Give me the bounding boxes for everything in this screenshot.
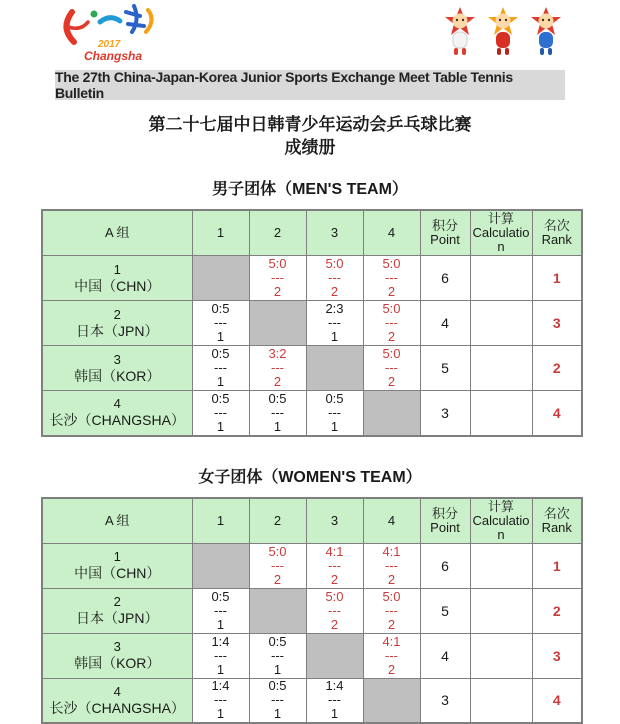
match-games: 2: [387, 374, 396, 389]
calculation-header-cell: [470, 498, 532, 544]
match-separator: ---: [385, 557, 398, 573]
logo-city-text: Changsha: [84, 49, 143, 63]
match-separator: ---: [271, 270, 284, 285]
team-number: 2: [113, 594, 121, 609]
match-cell: [306, 391, 363, 436]
point-header-en: Point: [430, 232, 460, 247]
match-score: 4:1: [382, 543, 401, 559]
self-cell: [192, 256, 249, 301]
point-header-cell: [420, 210, 470, 256]
match-score: 5:0: [325, 588, 344, 604]
document-title: [0, 113, 620, 159]
col-header-1: 1: [192, 498, 249, 544]
match-separator: ---: [214, 602, 227, 618]
point-cell: 5: [420, 588, 470, 633]
calculation-cell: [470, 391, 532, 436]
bulletin-banner: The 27th China-Japan-Korea Junior Sports Exchange Meet Table Tennis Bulletin: [55, 70, 565, 100]
match-score: 5:0: [268, 543, 287, 559]
point-cell: 4: [420, 633, 470, 678]
calculation-header-zh: 计算: [487, 498, 514, 514]
team-name: 中国（CHN）: [74, 277, 161, 294]
table-row: [42, 301, 582, 346]
point-header-zh: 积分: [431, 218, 458, 233]
match-games: 2: [387, 616, 396, 632]
match-score: 5:0: [382, 346, 401, 361]
logo-year-text: 2017: [98, 39, 121, 50]
self-cell: [249, 588, 306, 633]
match-separator: ---: [214, 692, 227, 708]
match-games: 1: [273, 418, 282, 434]
match-cell: [192, 301, 249, 346]
match-games: 1: [216, 374, 225, 389]
document-title-line1: 第二十七届中日韩青少年运动会乒乓球比赛: [148, 115, 472, 134]
col-header-1: 1: [192, 210, 249, 256]
match-separator: ---: [214, 404, 227, 420]
match-separator: ---: [385, 602, 398, 618]
match-games: 2: [387, 329, 396, 344]
match-games: 2: [273, 284, 282, 299]
match-games: 1: [216, 706, 225, 722]
team-name: 韩国（KOR）: [74, 367, 161, 384]
self-cell: [249, 301, 306, 346]
table-row: [42, 391, 582, 436]
document-title-line2: 成绩册: [284, 138, 336, 157]
rank-cell: 1: [532, 256, 582, 301]
rank-cell: 4: [532, 678, 582, 723]
calculation-cell: [470, 678, 532, 723]
point-cell: 5: [420, 346, 470, 391]
match-cell: [192, 633, 249, 678]
match-cell: [192, 588, 249, 633]
self-cell: [363, 678, 420, 723]
col-header-4: 4: [363, 210, 420, 256]
match-cell: [363, 633, 420, 678]
team-number: 4: [113, 683, 121, 699]
match-games: 1: [330, 706, 339, 722]
rank-header-cell: [532, 498, 582, 544]
match-separator: ---: [385, 360, 398, 375]
match-games: 1: [216, 661, 225, 677]
team-cell: [42, 678, 192, 723]
match-separator: ---: [214, 360, 227, 375]
col-header-2: 2: [249, 210, 306, 256]
match-separator: ---: [385, 270, 398, 285]
match-cell: [249, 543, 306, 588]
match-cell: [306, 588, 363, 633]
match-games: 1: [330, 329, 339, 344]
match-score: 2:3: [325, 301, 344, 316]
match-games: 1: [216, 418, 225, 434]
calculation-cell: [470, 543, 532, 588]
calculation-cell: [470, 633, 532, 678]
point-header-zh: 积分: [431, 505, 458, 521]
match-cell: [192, 391, 249, 436]
team-name: 韩国（KOR）: [74, 655, 161, 671]
match-separator: ---: [328, 404, 341, 420]
team-cell: [42, 256, 192, 301]
match-score: 0:5: [325, 390, 344, 406]
match-separator: ---: [271, 360, 284, 375]
rank-cell: 3: [532, 633, 582, 678]
table-row: [42, 633, 582, 678]
calculation-cell: [470, 346, 532, 391]
mascot-red-icon: [485, 6, 521, 58]
self-cell: [306, 346, 363, 391]
match-separator: ---: [271, 647, 284, 663]
team-number: 1: [113, 261, 121, 277]
match-games: 1: [273, 661, 282, 677]
point-cell: 3: [420, 391, 470, 436]
match-games: 2: [330, 284, 339, 299]
point-cell: 4: [420, 301, 470, 346]
table-row: [42, 346, 582, 391]
match-games: 2: [387, 571, 396, 587]
match-score: 3:2: [268, 346, 287, 361]
match-cell: [363, 543, 420, 588]
match-cell: [249, 346, 306, 391]
team-name: 长沙（CHANGSHA）: [49, 412, 185, 429]
calculation-header-cell: [470, 210, 532, 256]
rank-cell: 2: [532, 588, 582, 633]
match-separator: ---: [271, 404, 284, 420]
rank-cell: 2: [532, 346, 582, 391]
calculation-cell: [470, 588, 532, 633]
match-games: 1: [273, 706, 282, 722]
self-cell: [363, 391, 420, 436]
team-number: 4: [113, 396, 121, 412]
match-separator: ---: [328, 270, 341, 285]
group-header-cell: A 组: [42, 498, 192, 544]
team-number: 1: [113, 549, 121, 564]
calculation-header-en: Calculation: [472, 512, 530, 542]
match-games: 1: [216, 329, 225, 344]
match-cell: [306, 543, 363, 588]
match-separator: ---: [271, 557, 284, 573]
match-separator: ---: [328, 602, 341, 618]
match-games: 1: [330, 418, 339, 434]
match-score: 5:0: [382, 256, 401, 271]
team-name: 日本（JPN）: [76, 322, 159, 339]
womens-team-heading: 女子团体（WOMEN'S TEAM）: [198, 468, 422, 486]
point-cell: 3: [420, 678, 470, 723]
team-cell: [42, 543, 192, 588]
match-cell: [363, 346, 420, 391]
match-score: 0:5: [211, 301, 230, 316]
match-score: 4:1: [382, 633, 401, 649]
mascots: [442, 6, 564, 58]
match-score: 5:0: [382, 588, 401, 604]
calculation-cell: [470, 301, 532, 346]
page-header: [0, 0, 620, 66]
group-header-cell: A 组: [42, 210, 192, 256]
calculation-header-en: Calculation: [472, 225, 530, 254]
match-score: 5:0: [382, 301, 401, 316]
self-cell: [306, 633, 363, 678]
rank-header-en: Rank: [541, 519, 572, 535]
match-separator: ---: [214, 647, 227, 663]
team-cell: [42, 391, 192, 436]
self-cell: [192, 543, 249, 588]
match-cell: [249, 256, 306, 301]
match-separator: ---: [385, 315, 398, 330]
calculation-header-zh: 计算: [487, 211, 514, 226]
point-header-en: Point: [430, 519, 460, 535]
match-cell: [192, 346, 249, 391]
table-row: [42, 678, 582, 723]
match-separator: ---: [385, 647, 398, 663]
table-header-row: [42, 210, 582, 256]
table-header-row: [42, 498, 582, 544]
match-games: 2: [330, 616, 339, 632]
match-cell: [363, 588, 420, 633]
match-cell: [249, 678, 306, 723]
match-score: 5:0: [268, 256, 287, 271]
match-separator: ---: [214, 315, 227, 330]
point-cell: 6: [420, 256, 470, 301]
team-cell: [42, 633, 192, 678]
mens-team-heading: 男子团体（MEN'S TEAM）: [212, 181, 408, 198]
match-separator: ---: [328, 315, 341, 330]
calculation-cell: [470, 256, 532, 301]
mascot-blue-icon: [528, 6, 564, 58]
match-score: 0:5: [268, 678, 287, 694]
match-cell: [249, 633, 306, 678]
team-cell: [42, 588, 192, 633]
match-score: 1:4: [211, 633, 230, 649]
team-name: 长沙（CHANGSHA）: [49, 699, 185, 716]
match-cell: [192, 678, 249, 723]
match-cell: [306, 301, 363, 346]
match-cell: [306, 256, 363, 301]
match-games: 1: [216, 616, 225, 632]
team-name: 中国（CHN）: [74, 565, 161, 581]
match-games: 2: [387, 661, 396, 677]
rank-cell: 3: [532, 301, 582, 346]
match-cell: [249, 391, 306, 436]
match-games: 2: [273, 571, 282, 587]
point-header-cell: [420, 498, 470, 544]
point-cell: 6: [420, 543, 470, 588]
mens-team-table: [41, 209, 583, 437]
match-separator: ---: [271, 692, 284, 708]
match-games: 2: [330, 571, 339, 587]
match-score: 0:5: [211, 390, 230, 406]
team-number: 3: [113, 351, 121, 367]
match-score: 1:4: [325, 678, 344, 694]
team-number: 3: [113, 639, 121, 654]
table-row: [42, 256, 582, 301]
table-row: [42, 588, 582, 633]
team-cell: [42, 301, 192, 346]
event-logo-icon: [56, 4, 176, 66]
match-score: 0:5: [211, 346, 230, 361]
mascot-white-icon: [442, 6, 478, 58]
col-header-2: 2: [249, 498, 306, 544]
match-score: 1:4: [211, 678, 230, 694]
col-header-3: 3: [306, 498, 363, 544]
womens-team-table: [41, 497, 583, 724]
match-cell: [363, 256, 420, 301]
rank-header-cell: [532, 210, 582, 256]
rank-header-zh: 名次: [543, 218, 570, 233]
match-cell: [306, 678, 363, 723]
col-header-4: 4: [363, 498, 420, 544]
team-number: 2: [113, 306, 121, 322]
match-score: 5:0: [325, 256, 344, 271]
team-cell: [42, 346, 192, 391]
match-score: 0:5: [211, 588, 230, 604]
rank-header-en: Rank: [541, 232, 572, 247]
match-games: 2: [387, 284, 396, 299]
match-separator: ---: [328, 692, 341, 708]
match-cell: [363, 301, 420, 346]
match-score: 0:5: [268, 390, 287, 406]
rank-header-zh: 名次: [543, 505, 570, 521]
match-separator: ---: [328, 557, 341, 573]
col-header-3: 3: [306, 210, 363, 256]
rank-cell: 1: [532, 543, 582, 588]
match-games: 2: [273, 374, 282, 389]
match-score: 0:5: [268, 633, 287, 649]
table-row: [42, 543, 582, 588]
match-score: 4:1: [325, 543, 344, 559]
team-name: 日本（JPN）: [76, 610, 159, 626]
rank-cell: 4: [532, 391, 582, 436]
